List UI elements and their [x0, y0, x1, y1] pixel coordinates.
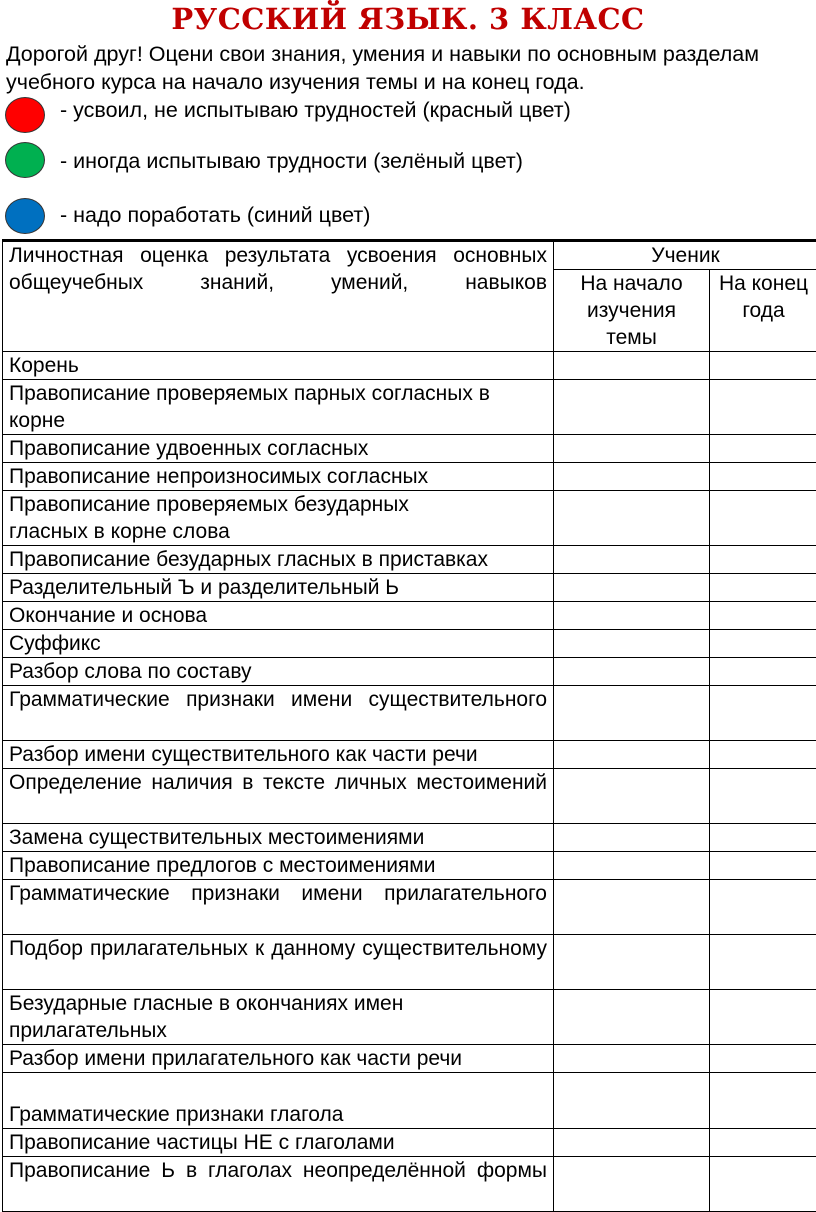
header-assessment: Личностная оценка результата усвоения основных общеучебных знаний, умений, навыков	[3, 241, 554, 352]
header-end-of-year: На конец года	[710, 270, 816, 352]
cell-end[interactable]	[710, 491, 816, 546]
cell-end[interactable]	[710, 658, 816, 686]
cell-start[interactable]	[554, 463, 710, 491]
legend-text-red: - усвоил, не испытываю трудностей (красный цвет)	[60, 98, 571, 123]
table-row	[3, 352, 816, 380]
cell-end[interactable]	[710, 824, 816, 852]
table-row	[3, 658, 816, 686]
green-circle-icon	[5, 142, 45, 178]
row-topic: Правописание удвоенных согласных	[3, 435, 554, 463]
row-topic: Окончание и основа	[3, 602, 554, 630]
cell-start[interactable]	[554, 824, 710, 852]
table-row	[3, 769, 816, 824]
row-topic: Подбор прилагательных к данному существительному	[3, 935, 554, 990]
cell-start[interactable]	[554, 880, 710, 935]
table-row	[3, 1157, 816, 1212]
table-row	[3, 630, 816, 658]
table-row	[3, 824, 816, 852]
table-row	[3, 435, 816, 463]
cell-start[interactable]	[554, 491, 710, 546]
cell-start[interactable]	[554, 1157, 710, 1212]
cell-start[interactable]	[554, 574, 710, 602]
row-topic: Корень	[3, 352, 554, 380]
row-topic: Разбор имени прилагательного как части речи	[3, 1045, 554, 1073]
blue-circle-icon	[5, 198, 45, 234]
table-row	[3, 990, 816, 1045]
cell-end[interactable]	[710, 1073, 816, 1129]
row-topic: Правописание проверяемых парных согласных в корне	[3, 380, 554, 435]
intro-text: Дорогой друг! Оцени свои знания, умения и навыки по основным разделам учебного курса на начало изучения темы и на конец года.	[6, 40, 816, 96]
row-topic: Грамматические признаки имени существительного	[3, 686, 554, 741]
table-row	[3, 380, 816, 435]
cell-end[interactable]	[710, 380, 816, 435]
cell-start[interactable]	[554, 658, 710, 686]
cell-end[interactable]	[710, 463, 816, 491]
cell-end[interactable]	[710, 630, 816, 658]
legend-text-green: - иногда испытываю трудности (зелёный цвет)	[60, 149, 523, 174]
table-row	[3, 574, 816, 602]
cell-start[interactable]	[554, 435, 710, 463]
table-row	[3, 602, 816, 630]
cell-end[interactable]	[710, 546, 816, 574]
row-topic: Правописание непроизносимых согласных	[3, 463, 554, 491]
row-topic: Правописание частицы НЕ с глаголами	[3, 1129, 554, 1157]
row-topic: Разбор имени существительного как части речи	[3, 741, 554, 769]
cell-end[interactable]	[710, 574, 816, 602]
cell-end[interactable]	[710, 741, 816, 769]
row-topic: Правописание Ь в глаголах неопределённой формы	[3, 1157, 554, 1212]
row-topic: Замена существительных местоимениями	[3, 824, 554, 852]
cell-end[interactable]	[710, 435, 816, 463]
cell-end[interactable]	[710, 769, 816, 824]
cell-start[interactable]	[554, 990, 710, 1045]
header-student: Ученик	[554, 241, 816, 270]
row-topic: Грамматические признаки имени прилагательного	[3, 880, 554, 935]
cell-end[interactable]	[710, 686, 816, 741]
row-topic: Безударные гласные в окончаниях имен прилагательных	[3, 990, 554, 1045]
table-row	[3, 1129, 816, 1157]
self-assessment-table	[2, 239, 816, 1212]
table-row	[3, 852, 816, 880]
table-row	[3, 686, 816, 741]
table-row	[3, 935, 816, 990]
cell-end[interactable]	[710, 1045, 816, 1073]
cell-start[interactable]	[554, 686, 710, 741]
table-row	[3, 1073, 816, 1129]
cell-end[interactable]	[710, 852, 816, 880]
table-row	[3, 880, 816, 935]
table-row	[3, 491, 816, 546]
cell-end[interactable]	[710, 1157, 816, 1212]
red-circle-icon	[5, 97, 45, 133]
table-row	[3, 741, 816, 769]
cell-end[interactable]	[710, 602, 816, 630]
table-row	[3, 463, 816, 491]
cell-end[interactable]	[710, 880, 816, 935]
cell-start[interactable]	[554, 1073, 710, 1129]
row-topic: Разделительный Ъ и разделительный Ь	[3, 574, 554, 602]
cell-end[interactable]	[710, 352, 816, 380]
cell-start[interactable]	[554, 1045, 710, 1073]
table-row	[3, 1045, 816, 1073]
row-topic: Разбор слова по составу	[3, 658, 554, 686]
header-start-of-topic: На начало изучения темы	[554, 270, 710, 352]
cell-start[interactable]	[554, 352, 710, 380]
cell-start[interactable]	[554, 852, 710, 880]
cell-end[interactable]	[710, 990, 816, 1045]
row-topic: Правописание проверяемых безударных гласных в корне слова	[3, 491, 554, 546]
row-topic: Правописание безударных гласных в приставках	[3, 546, 554, 574]
cell-start[interactable]	[554, 741, 710, 769]
cell-start[interactable]	[554, 769, 710, 824]
row-topic: Суффикс	[3, 630, 554, 658]
cell-end[interactable]	[710, 935, 816, 990]
cell-end[interactable]	[710, 1129, 816, 1157]
cell-start[interactable]	[554, 630, 710, 658]
header-row	[3, 241, 816, 270]
page-title: РУССКИЙ ЯЗЫК. 3 КЛАСС	[0, 2, 816, 36]
row-topic: Грамматические признаки глагола	[3, 1073, 554, 1129]
table-row	[3, 546, 816, 574]
cell-start[interactable]	[554, 602, 710, 630]
row-topic: Определение наличия в тексте личных местоимений	[3, 769, 554, 824]
legend-text-blue: - надо поработать (синий цвет)	[60, 203, 370, 228]
cell-start[interactable]	[554, 935, 710, 990]
cell-start[interactable]	[554, 380, 710, 435]
cell-start[interactable]	[554, 1129, 710, 1157]
cell-start[interactable]	[554, 546, 710, 574]
row-topic: Правописание предлогов с местоимениями	[3, 852, 554, 880]
